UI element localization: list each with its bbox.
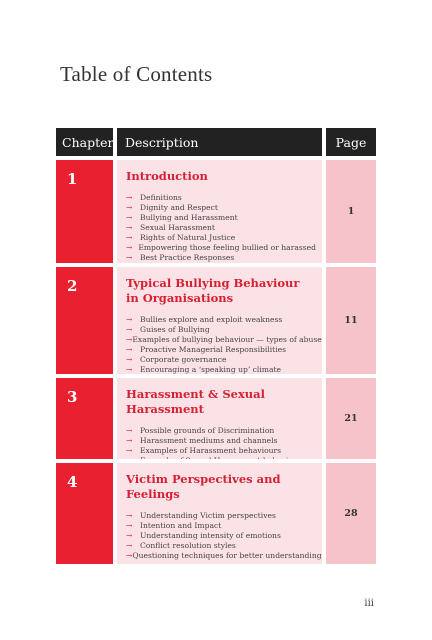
arrow-icon: →	[126, 511, 133, 520]
list-item[interactable]: → Understanding Victim perspectives	[126, 511, 276, 520]
list-item[interactable]: → Corporate governance	[126, 355, 227, 364]
arrow-icon: →	[126, 193, 133, 202]
chapter-description	[117, 463, 322, 564]
chapter-number: 2	[56, 267, 113, 374]
arrow-icon: →	[126, 213, 133, 222]
chapter-description	[117, 160, 322, 263]
arrow-icon: →	[126, 203, 133, 212]
list-item[interactable]: → Proactive Managerial Responsibilities	[126, 345, 287, 354]
arrow-icon: →	[126, 223, 133, 232]
list-item[interactable]: → Examples of bullying behaviour — types of abuse	[126, 335, 322, 344]
list-item[interactable]: → Sexual Harassment	[126, 223, 215, 232]
list-item[interactable]: → Intention and Impact	[126, 521, 222, 530]
list-item[interactable]: → Guises of Bullying	[126, 325, 210, 334]
arrow-icon: →	[126, 541, 133, 550]
arrow-icon: →	[126, 243, 133, 252]
chapter-page[interactable]: 28	[326, 463, 376, 564]
list-item[interactable]: → Bullying and Harassment	[126, 213, 238, 222]
page-title: Table of Contents	[60, 62, 213, 86]
arrow-icon: →	[126, 551, 133, 560]
arrow-icon: →	[126, 365, 133, 374]
list-item[interactable]: → Empowering those feeling bullied or harassed	[126, 243, 316, 252]
arrow-icon: →	[126, 335, 133, 344]
chapter-description	[117, 378, 322, 459]
arrow-icon: →	[126, 325, 133, 334]
arrow-icon: →	[126, 436, 133, 445]
chapter-number: 1	[56, 160, 113, 263]
chapter-page[interactable]: 11	[326, 267, 376, 374]
list-item[interactable]: → Conflict resolution styles	[126, 541, 236, 550]
list-item[interactable]: → Examples of Harassment behaviours	[126, 446, 282, 455]
list-item[interactable]: → Possible grounds of Discrimination	[126, 426, 275, 435]
arrow-icon: →	[126, 345, 133, 354]
list-item[interactable]: → Dignity and Respect	[126, 203, 218, 212]
list-item[interactable]: → Understanding intensity of emotions	[126, 531, 281, 540]
list-item[interactable]: → Definitions	[126, 193, 182, 202]
list-item[interactable]: → Rights of Natural Justice	[126, 233, 236, 242]
arrow-icon: →	[126, 355, 133, 364]
chapter-number: 3	[56, 378, 113, 459]
chapter-number: 4	[56, 463, 113, 564]
chapter-description	[117, 267, 322, 374]
header-chapter: Chapter	[56, 128, 113, 156]
arrow-icon: →	[126, 446, 133, 455]
page-number: iii	[364, 598, 374, 609]
chapter-title[interactable]: Harassment & Sexual Harassment	[126, 387, 265, 416]
chapter-title[interactable]: Typical Bullying Behaviour in Organisations	[126, 276, 300, 305]
list-item[interactable]: → Best Practice Responses	[126, 253, 235, 262]
arrow-icon: →	[126, 253, 133, 262]
header-description: Description	[117, 128, 322, 156]
list-item[interactable]: → Bullies explore and exploit weakness	[126, 315, 283, 324]
toc-table	[56, 128, 376, 578]
arrow-icon: →	[126, 426, 133, 435]
list-item[interactable]: → Harassment mediums and channels	[126, 436, 278, 445]
chapter-title[interactable]: Introduction	[126, 169, 208, 183]
arrow-icon: →	[126, 315, 133, 324]
header-page: Page	[326, 128, 376, 156]
chapter-title[interactable]: Victim Perspectives and Feelings	[126, 472, 281, 501]
arrow-icon: →	[126, 233, 133, 242]
list-item[interactable]: → Encouraging a ‘speaking up’ climate	[126, 365, 282, 374]
list-item[interactable]: → Questioning techniques for better understanding	[126, 551, 322, 560]
chapter-page[interactable]: 1	[326, 160, 376, 263]
arrow-icon: →	[126, 531, 133, 540]
arrow-icon: →	[126, 521, 133, 530]
chapter-page[interactable]: 21	[326, 378, 376, 459]
